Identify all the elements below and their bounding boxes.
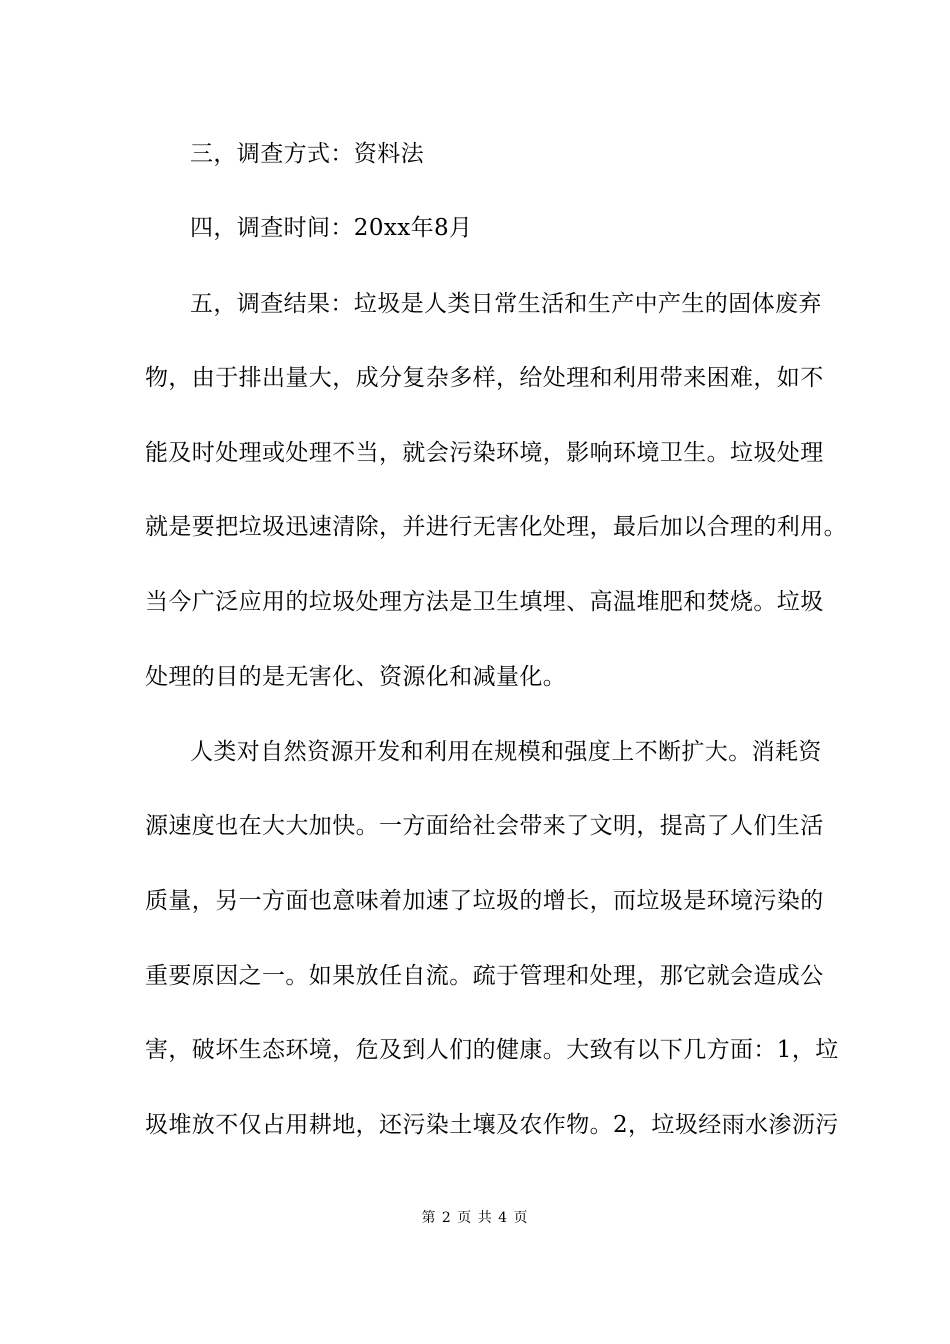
paragraph-line: 当今广泛应用的垃圾处理方法是卫生填埋、高温堆肥和焚烧。垃圾 bbox=[145, 589, 824, 615]
paragraph-line: 圾堆放不仅占用耕地，还污染土壤及农作物。2，垃圾经雨水渗沥污 bbox=[145, 1112, 839, 1138]
paragraph-line: 源速度也在大大加快。一方面给社会带来了文明，提高了人们生活 bbox=[145, 813, 824, 839]
paragraph-line: 处理的目的是无害化、资源化和减量化。 bbox=[145, 664, 567, 690]
paragraph-line: 物，由于排出量大，成分复杂多样，给处理和利用带来困难，如不 bbox=[145, 365, 824, 391]
paragraph-line: 四，调查时间：20xx年8月 bbox=[190, 215, 473, 241]
paragraph-line: 质量，另一方面也意味着加速了垃圾的增长，而垃圾是环境污染的 bbox=[145, 888, 824, 914]
paragraph-line: 三，调查方式：资料法 bbox=[190, 141, 424, 167]
paragraph-line: 能及时处理或处理不当，就会污染环境，影响环境卫生。垃圾处理 bbox=[145, 440, 824, 466]
page-number-footer: 第 2 页 共 4 页 bbox=[421, 1210, 529, 1226]
paragraph-line: 害，破坏生态环境，危及到人们的健康。大致有以下几方面：1，垃 bbox=[145, 1037, 839, 1063]
paragraph-line: 五，调查结果：垃圾是人类日常生活和生产中产生的固体废弃 bbox=[190, 291, 822, 317]
paragraph-line: 就是要把垃圾迅速清除，并进行无害化处理，最后加以合理的利用。 bbox=[145, 514, 847, 540]
paragraph-line: 人类对自然资源开发和利用在规模和强度上不断扩大。消耗资 bbox=[190, 739, 822, 765]
paragraph-line: 重要原因之一。如果放任自流。疏于管理和处理，那它就会造成公 bbox=[145, 963, 824, 989]
